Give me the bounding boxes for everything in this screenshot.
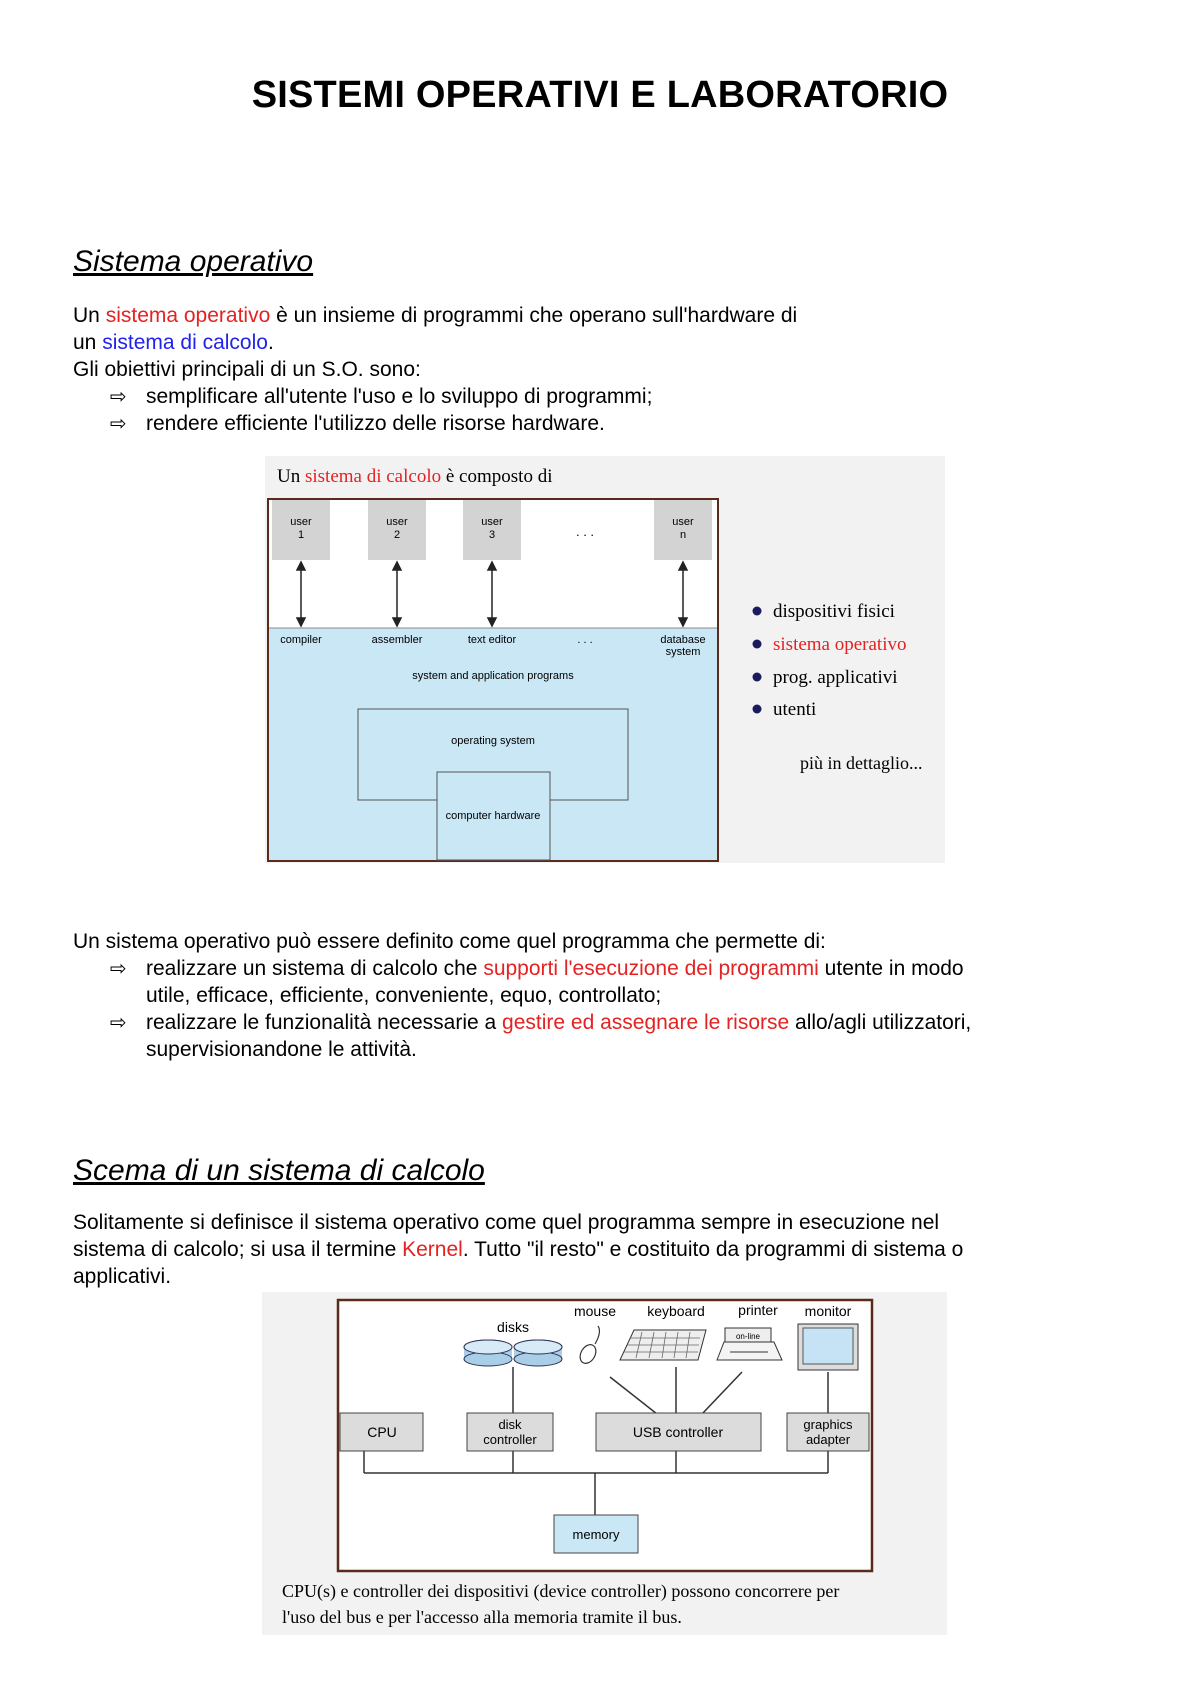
bullet-icon	[753, 607, 762, 616]
svg-text:user: user	[481, 516, 503, 528]
term-sistema-operativo: sistema operativo	[105, 304, 271, 327]
term-sistema-di-calcolo: sistema di calcolo	[102, 331, 268, 354]
bullet-icon	[753, 705, 762, 714]
svg-text:user: user	[672, 516, 694, 528]
svg-text:CPU(s) e controller dei dispos: CPU(s) e controller dei dispositivi (device controller) possono concorrere per	[282, 1581, 840, 1601]
svg-text:3: 3	[488, 529, 496, 541]
keyboard-icon	[620, 1330, 706, 1360]
svg-text:USB controller: USB controller	[632, 1424, 724, 1440]
list-item: ⇨ semplificare all'utente l'uso e lo sviluppo di programmi;	[110, 384, 653, 408]
figure-computer-system-layers	[265, 456, 945, 863]
section-heading-scema: Scema di un sistema di calcolo	[73, 1154, 485, 1187]
svg-text:dispositivi fisici: dispositivi fisici	[773, 601, 895, 622]
svg-text:più in dettaglio...: più in dettaglio...	[800, 753, 923, 773]
arrow-icon: ⇨	[110, 411, 127, 435]
svg-text:prog. applicativi: prog. applicativi	[773, 667, 898, 688]
arrow-icon: ⇨	[110, 956, 127, 980]
svg-text:memory: memory	[572, 1527, 620, 1542]
bullet-icon	[753, 640, 762, 649]
document-title: SISTEMI OPERATIVI E LABORATORIO	[251, 74, 949, 116]
svg-text:. . .: . . .	[575, 524, 595, 539]
svg-text:disks: disks	[497, 1319, 529, 1335]
svg-text:operating system: operating system	[451, 735, 535, 747]
svg-text:user: user	[386, 516, 408, 528]
svg-text:text editor: text editor	[467, 634, 517, 646]
svg-text:printer: printer	[738, 1302, 778, 1318]
arrow-icon: ⇨	[110, 384, 127, 408]
intro-paragraph: Un sistema operativo è un insieme di programmi che operano sull'hardware di un sistema di calcolo. Gli obiettivi principali di un S.O. sono:	[73, 304, 798, 381]
bullet-icon	[753, 673, 762, 682]
svg-text:system: system	[665, 646, 701, 658]
svg-text:mouse: mouse	[573, 1303, 617, 1319]
svg-text:utenti: utenti	[773, 699, 817, 720]
svg-text:user: user	[290, 516, 312, 528]
arrow-icon: ⇨	[110, 1010, 127, 1034]
svg-text:sistema operativo: sistema operativo	[773, 634, 907, 655]
monitor-icon	[798, 1324, 858, 1370]
svg-text:2: 2	[393, 529, 401, 541]
svg-text:assembler: assembler	[371, 634, 423, 646]
svg-text:. . .: . . .	[577, 634, 593, 646]
term-kernel: Kernel	[402, 1238, 463, 1261]
svg-text:system and application program: system and application programs	[412, 670, 574, 682]
objectives-list	[110, 383, 652, 437]
svg-text:graphics: graphics	[803, 1417, 853, 1432]
definition-paragraph: Un sistema operativo può essere definito come quel programma che permette di:	[73, 930, 826, 953]
svg-text:1: 1	[297, 529, 305, 541]
svg-text:l'uso del bus e per l'accesso: l'uso del bus e per l'accesso alla memoria tramite il bus.	[282, 1607, 682, 1627]
figure-computer-system-scheme	[262, 1292, 947, 1635]
svg-text:database: database	[660, 634, 706, 646]
svg-text:computer hardware: computer hardware	[445, 810, 541, 822]
kernel-paragraph: Solitamente si definisce il sistema operativo come quel programma sempre in esecuzione nel sistema di calcolo; si usa il termine Kernel. Tutto "il resto" e costituito da programmi di sistema o applicativi.	[73, 1211, 964, 1288]
definition-list	[110, 955, 971, 1063]
svg-text:controller: controller	[483, 1432, 537, 1447]
list-item: ⇨ realizzare le funzionalità necessarie a gestire ed assegnare le risorse allo/agli utilizzatori, supervisionandone le attività.	[110, 1010, 972, 1061]
svg-text:on-line: on-line	[735, 1332, 761, 1341]
list-item: ⇨ rendere efficiente l'utilizzo delle risorse hardware.	[110, 411, 605, 435]
svg-text:disk: disk	[498, 1417, 522, 1432]
section-heading-sistema-operativo: Sistema operativo	[73, 245, 314, 278]
svg-text:adapter: adapter	[805, 1432, 851, 1447]
svg-text:CPU: CPU	[367, 1424, 397, 1440]
svg-text:monitor: monitor	[804, 1303, 852, 1319]
svg-text:compiler: compiler	[280, 634, 322, 646]
svg-text:Un sistema di calcolo è compos: Un sistema di calcolo è composto di	[277, 466, 553, 487]
legend	[753, 601, 923, 773]
svg-text:keyboard: keyboard	[647, 1303, 705, 1319]
svg-text:n: n	[679, 529, 687, 541]
list-item: ⇨ realizzare un sistema di calcolo che supporti l'esecuzione dei programmi utente in modo utile, efficace, efficiente, conveniente, equo, controllato;	[110, 956, 964, 1007]
